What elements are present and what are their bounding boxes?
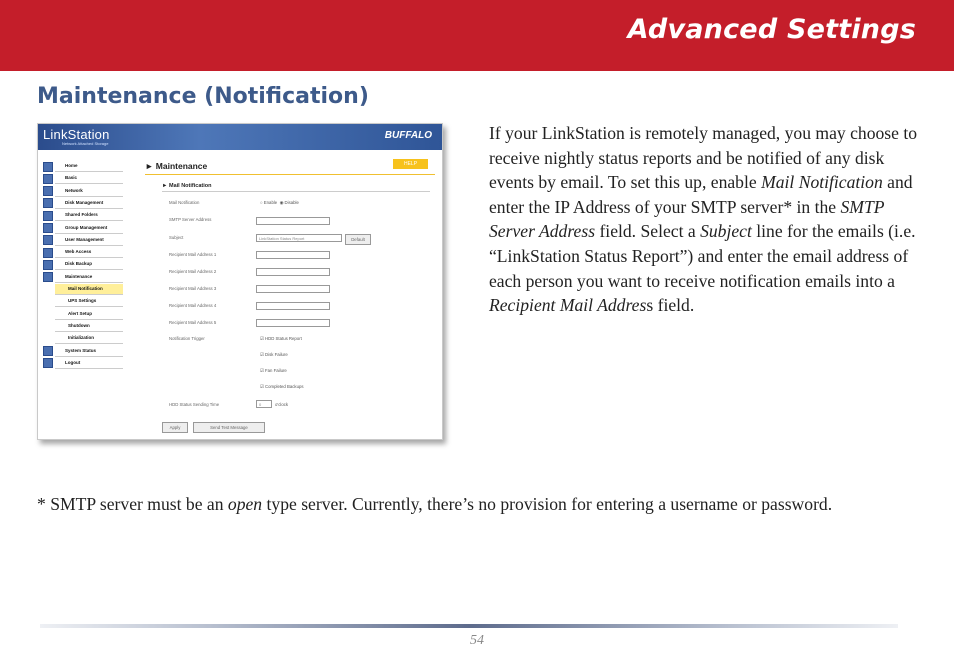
sidebar-item-icon <box>43 186 53 196</box>
header-banner <box>0 0 954 71</box>
sidebar-item-icon <box>43 162 53 172</box>
trigger-fan-failure-checkbox[interactable]: ☑ Fan Failure <box>260 368 287 373</box>
sidebar-item-label: System Status <box>55 346 123 357</box>
sidebar-item-label: Network <box>55 186 123 197</box>
trigger-hdd-status-checkbox[interactable]: ☑ HDD Status Report <box>260 336 302 341</box>
subject-label: Subject <box>169 235 184 240</box>
sidebar-item-ups-settings[interactable] <box>43 296 123 307</box>
recipient-2-label: Recipient Mail Address 2 <box>169 269 217 274</box>
sidebar-item-icon <box>43 346 53 356</box>
subject-input[interactable]: LinkStation Status Report <box>256 234 342 242</box>
sidebar-item-system-status[interactable] <box>43 346 123 357</box>
sidebar-item-label: Group Management <box>55 223 123 234</box>
sidebar-item-shutdown[interactable] <box>43 321 123 332</box>
recipient-1-label: Recipient Mail Address 1 <box>169 252 217 257</box>
sidebar-item-icon <box>43 272 53 282</box>
smtp-label: SMTP Server Address <box>169 217 212 222</box>
sidebar-item-label: Alert Setup <box>55 309 123 320</box>
sidebar-item-label: Shared Folders <box>55 210 123 221</box>
screenshot-page-title: ► Maintenance <box>145 161 208 171</box>
page-number: 54 <box>470 633 484 648</box>
sidebar-item-initialization[interactable] <box>43 333 123 344</box>
sidebar-item-icon <box>43 198 53 208</box>
sidebar-item-alert-setup[interactable] <box>43 309 123 320</box>
divider <box>145 174 435 175</box>
sidebar-item-label: Disk Backup <box>55 259 123 270</box>
apply-button[interactable]: Apply <box>162 422 188 433</box>
divider <box>162 191 430 192</box>
recipient-4-label: Recipient Mail Address 4 <box>169 303 217 308</box>
sidebar-item-web-access[interactable] <box>43 247 123 258</box>
screenshot-section-title: ► Mail Notification <box>162 183 212 189</box>
sidebar-item-network[interactable] <box>43 186 123 197</box>
sidebar-item-icon <box>43 248 53 258</box>
send-test-message-button[interactable]: Send Test Message <box>193 422 265 433</box>
help-button[interactable]: HELP <box>393 159 428 169</box>
linkstation-logo: LinkStation <box>43 127 110 142</box>
send-time-suffix: o'clock <box>275 402 288 407</box>
screenshot-header <box>38 124 442 150</box>
sidebar-item-icon <box>43 223 53 233</box>
sidebar-item-label: Web Access <box>55 247 123 258</box>
recipient-2-input[interactable] <box>256 268 330 276</box>
default-button[interactable]: Default <box>345 234 371 245</box>
recipient-3-input[interactable] <box>256 285 330 293</box>
sidebar-item-disk-backup[interactable] <box>43 259 123 270</box>
sidebar-item-label: UPS Settings <box>55 296 123 307</box>
sidebar-item-icon <box>43 235 53 245</box>
sidebar-item-label: Mail Notification <box>55 284 123 295</box>
sidebar-item-label: Maintenance <box>55 272 123 283</box>
recipient-4-input[interactable] <box>256 302 330 310</box>
sidebar-item-label: Home <box>55 161 123 172</box>
send-time-select[interactable]: 0 <box>256 400 272 408</box>
trigger-label: Notification Trigger <box>169 336 205 341</box>
recipient-5-label: Recipient Mail Address 5 <box>169 320 217 325</box>
footnote: * SMTP server must be an open type server. Currently, there’s no provision for entering a username or password. <box>37 494 833 514</box>
footer-rule <box>40 624 898 628</box>
recipient-1-input[interactable] <box>256 251 330 259</box>
sidebar-item-icon <box>43 358 53 368</box>
sidebar-item-group-management[interactable] <box>43 223 123 234</box>
sidebar-item-disk-management[interactable] <box>43 198 123 209</box>
sidebar-item-icon <box>43 174 53 184</box>
enable-disable-radio[interactable]: ○ Enable ◉ Disable <box>260 200 299 205</box>
sidebar-item-basic[interactable] <box>43 173 123 184</box>
recipient-5-input[interactable] <box>256 319 330 327</box>
sidebar-item-home[interactable] <box>43 161 123 172</box>
sidebar-item-label: Disk Management <box>55 198 123 209</box>
screenshot-image <box>37 123 443 440</box>
mail-notification-label: Mail Notification <box>169 200 200 205</box>
body-paragraph: If your LinkStation is remotely managed, you may choose to receive nightly status reports and be notified of any disk events by email. To set this up, enable Mail Notification and enter the IP Address of your SMTP server* in the SMTP Server Address field. Select a Subject line for the emails (i.e. “LinkStation Status Report”) and enter the email address of each person you want to receive notification emails into a Recipient Mail Address field. <box>489 123 918 316</box>
sidebar-item-label: User Management <box>55 235 123 246</box>
trigger-disk-failure-checkbox[interactable]: ☑ Disk Failure <box>260 352 288 357</box>
sidebar-item-icon <box>43 260 53 270</box>
section-title: Maintenance (Notification) <box>37 84 369 109</box>
sidebar-item-shared-folders[interactable] <box>43 210 123 221</box>
sidebar-item-user-management[interactable] <box>43 235 123 246</box>
smtp-input[interactable] <box>256 217 330 225</box>
buffalo-logo: BUFFALO <box>384 130 432 141</box>
recipient-3-label: Recipient Mail Address 3 <box>169 286 217 291</box>
sidebar-item-logout[interactable] <box>43 358 123 369</box>
sidebar-item-mail-notification[interactable] <box>43 284 123 295</box>
header-title: Advanced Settings <box>627 14 916 45</box>
sidebar-item-label: Basic <box>55 173 123 184</box>
sidebar-item-label: Logout <box>55 358 123 369</box>
sidebar-item-maintenance[interactable] <box>43 272 123 283</box>
send-time-label: HDD Status Sending Time <box>169 402 220 407</box>
sidebar-item-icon <box>43 211 53 221</box>
trigger-completed-backups-checkbox[interactable]: ☑ Completed Backups <box>260 384 304 389</box>
linkstation-tagline: Network Attached Storage <box>62 141 109 146</box>
sidebar-item-label: Shutdown <box>55 321 123 332</box>
sidebar-item-label: Initialization <box>55 333 123 344</box>
